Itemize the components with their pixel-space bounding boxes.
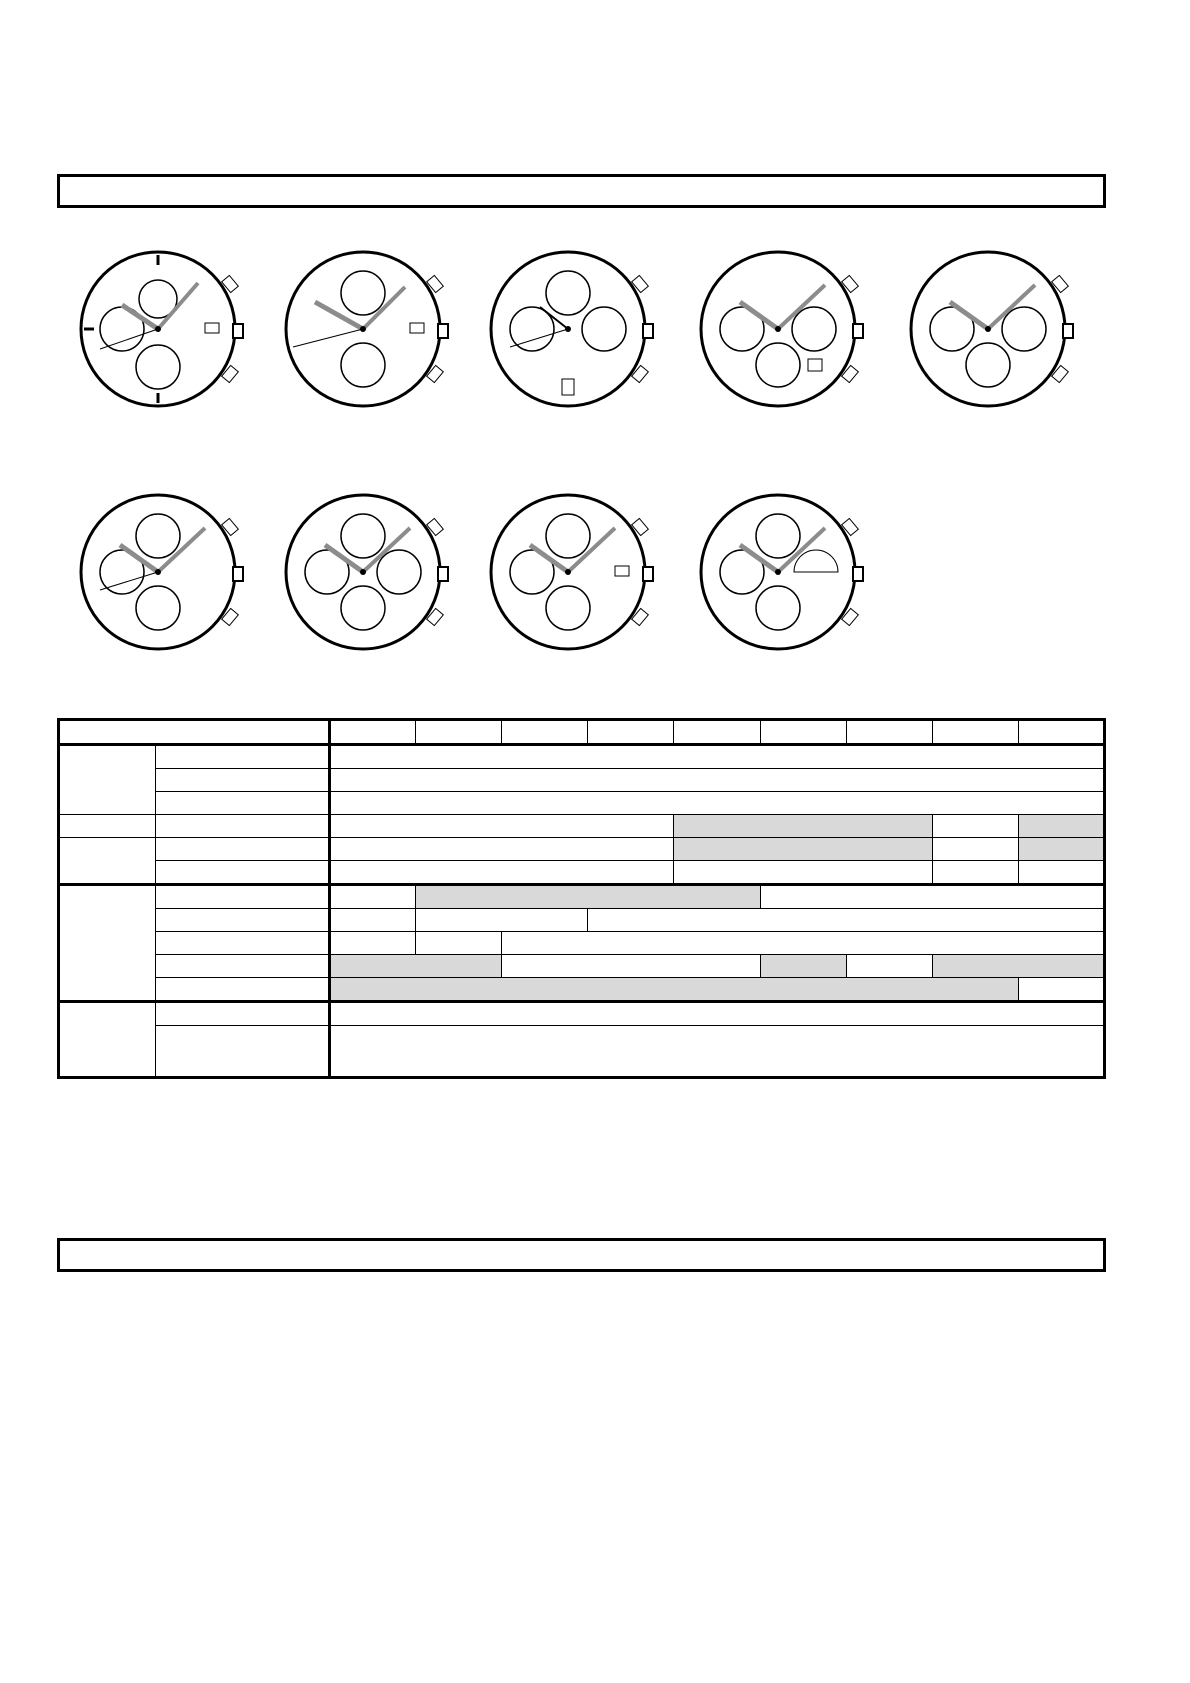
table-group-cell [59, 745, 156, 815]
table-group-cell [59, 885, 156, 1002]
table-cell-shaded [760, 955, 846, 978]
table-row [59, 792, 1105, 815]
table-header-cell [760, 720, 846, 745]
section-title [60, 1241, 1103, 1253]
table-label-cell [156, 838, 330, 861]
table-row [59, 1026, 1105, 1078]
table-header-cell [846, 720, 932, 745]
table-cell [1018, 978, 1104, 1002]
table-group-cell [59, 815, 156, 838]
table-cell [416, 909, 588, 932]
table-cell [330, 909, 416, 932]
table-cell-shaded [932, 955, 1104, 978]
table-label-cell [156, 932, 330, 955]
table-header-cell [330, 720, 416, 745]
watch-dial-5 [900, 247, 1090, 412]
table-cell [330, 885, 416, 909]
table-label-cell [156, 909, 330, 932]
watch-dial-9 [690, 490, 880, 655]
table-header-cell [416, 720, 502, 745]
watch-dial-7 [275, 490, 465, 655]
table-cell [416, 932, 502, 955]
table-cell [330, 769, 1105, 792]
table-header-cell [588, 720, 674, 745]
table-row [59, 769, 1105, 792]
table-label-cell [156, 792, 330, 815]
table-cell [932, 861, 1018, 885]
table-label-cell [156, 885, 330, 909]
watch-dial-8 [480, 490, 670, 655]
table-cell [330, 745, 1105, 769]
table-cell [502, 932, 1105, 955]
table-cell [588, 909, 1105, 932]
table-row [59, 838, 1105, 861]
watch-dial-2 [275, 247, 465, 412]
section-title [60, 177, 1103, 189]
section-title-box [57, 1238, 1106, 1272]
table-row [59, 720, 1105, 745]
table-row [59, 955, 1105, 978]
table-header-cell [674, 720, 760, 745]
table-label-cell [156, 745, 330, 769]
table-header-cell [502, 720, 588, 745]
spec-table [57, 718, 1106, 1079]
table-cell [760, 885, 1104, 909]
table-cell-shaded [1018, 838, 1104, 861]
table-cell [330, 932, 416, 955]
table-cell [330, 1002, 1105, 1026]
section-title-box [57, 174, 1106, 208]
table-cell [674, 861, 932, 885]
table-cell [846, 955, 932, 978]
table-cell [1018, 861, 1104, 885]
table-cell [330, 815, 674, 838]
table-row [59, 932, 1105, 955]
table-cell-shaded [330, 978, 1019, 1002]
table-cell [330, 861, 674, 885]
table-label-cell [156, 1002, 330, 1026]
table-group-cell [59, 838, 156, 885]
table-label-cell [156, 769, 330, 792]
table-cell [502, 955, 760, 978]
table-cell-shaded [674, 815, 932, 838]
watch-dial-1 [70, 247, 260, 412]
table-row [59, 909, 1105, 932]
table-cell-shaded [416, 885, 760, 909]
table-cell-shaded [330, 955, 502, 978]
table-cell-shaded [1018, 815, 1104, 838]
table-row [59, 815, 1105, 838]
table-header-cell [1018, 720, 1104, 745]
watch-dial-4 [690, 247, 880, 412]
table-cell [932, 815, 1018, 838]
table-label-cell [156, 978, 330, 1002]
watch-dial-6 [70, 490, 260, 655]
table-row [59, 978, 1105, 1002]
table-group-cell [59, 1002, 156, 1078]
table-label-cell [156, 1026, 330, 1078]
watch-dial-3 [480, 247, 670, 412]
table-row [59, 861, 1105, 885]
table-row [59, 1002, 1105, 1026]
table-cell [932, 838, 1018, 861]
table-cell [330, 838, 674, 861]
table-row [59, 885, 1105, 909]
table-cell [330, 792, 1105, 815]
table-label-cell [156, 955, 330, 978]
table-label-cell [156, 861, 330, 885]
table-cell-shaded [674, 838, 932, 861]
table-header-cell [59, 720, 330, 745]
table-label-cell [156, 815, 330, 838]
table-cell [330, 1026, 1105, 1078]
table-row [59, 745, 1105, 769]
table-header-cell [932, 720, 1018, 745]
